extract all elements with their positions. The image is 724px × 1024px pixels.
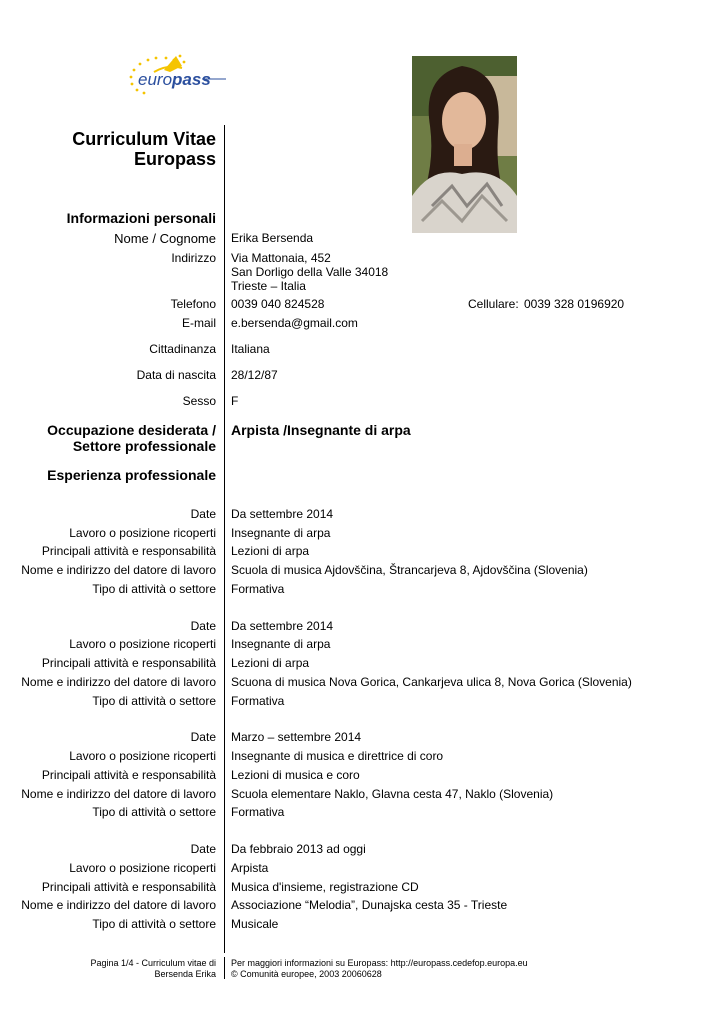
experience-employer-label: Nome e indirizzo del datore di lavoro [21, 787, 216, 801]
experience-activities-label: Principali attività e responsabilità [41, 768, 216, 782]
experience-activities-value: Lezioni di arpa [231, 656, 310, 670]
occupation-label-line1: Occupazione desiderata / [47, 422, 216, 438]
section-heading-experience: Esperienza professionale [47, 467, 216, 483]
experience-employer-label: Nome e indirizzo del datore di lavoro [21, 675, 216, 689]
footer-copyright: © Comunità europee, 2003 20060628 [231, 969, 382, 979]
logo-text-euro: euro [138, 70, 173, 89]
experience-sector-value: Formativa [231, 694, 285, 708]
citizenship-value: Italiana [231, 342, 270, 356]
experience-activities-label: Principali attività e responsabilità [41, 544, 216, 558]
experience-activities-value: Lezioni di musica e coro [231, 768, 360, 782]
experience-position-label: Lavoro o posizione ricoperti [69, 749, 216, 763]
experience-date-value: Marzo – settembre 2014 [231, 730, 362, 744]
profile-photo [412, 56, 517, 233]
mobile-value: 0039 328 0196920 [524, 297, 625, 311]
section-heading-personal: Informazioni personali [66, 210, 216, 226]
experience-activities-label: Principali attività e responsabilità [41, 656, 216, 670]
experience-activities-value: Lezioni di arpa [231, 544, 310, 558]
europass-logo [124, 50, 228, 96]
europass-logo-text [138, 70, 211, 90]
experience-date-label: Date [190, 507, 216, 521]
experience-employer-label: Nome e indirizzo del datore di lavoro [21, 563, 216, 577]
experience-position-value: Insegnante di musica e direttrice di coro [231, 749, 444, 763]
experience-sector-label: Tipo di attività o settore [92, 917, 216, 931]
footer-divider [224, 957, 225, 979]
experience-sector-value: Formativa [231, 805, 285, 819]
experience-position-label: Lavoro o posizione ricoperti [69, 637, 216, 651]
logo-text-pass: pass [172, 70, 211, 89]
experience-date-value: Da settembre 2014 [231, 619, 334, 633]
experience-activities-value: Musica d'insieme, registrazione CD [231, 880, 419, 894]
name-label: Nome / Cognome [114, 231, 216, 246]
experience-date-value: Da febbraio 2013 ad oggi [231, 842, 366, 856]
email-label: E-mail [181, 316, 216, 330]
cv-title-line2: Europass [133, 149, 216, 169]
phone-value: 0039 040 824528 [231, 297, 325, 311]
experience-sector-value: Musicale [231, 917, 279, 931]
footer-page-info-line2: Bersenda Erika [154, 969, 216, 979]
phone-label: Telefono [170, 297, 216, 311]
sex-label: Sesso [182, 394, 216, 408]
birthdate-label: Data di nascita [136, 368, 216, 382]
footer-info-link[interactable]: Per maggiori informazioni su Europass: http://europass.cedefop.europa.eu [231, 958, 528, 968]
citizenship-label: Cittadinanza [149, 342, 216, 356]
cv-title-line1: Curriculum Vitae [72, 129, 216, 149]
sex-value: F [231, 394, 239, 408]
birthdate-value: 28/12/87 [231, 368, 278, 382]
name-value: Erika Bersenda [231, 231, 314, 245]
experience-activities-label: Principali attività e responsabilità [41, 880, 216, 894]
experience-position-value: Insegnante di arpa [231, 637, 331, 651]
address-label: Indirizzo [171, 251, 216, 265]
occupation-value: Arpista /Insegnante di arpa [231, 422, 411, 438]
experience-position-label: Lavoro o posizione ricoperti [69, 861, 216, 875]
experience-employer-value: Scuola elementare Naklo, Glavna cesta 47, Naklo (Slovenia) [231, 787, 554, 801]
experience-date-label: Date [190, 842, 216, 856]
experience-sector-value: Formativa [231, 582, 285, 596]
experience-position-label: Lavoro o posizione ricoperti [69, 526, 216, 540]
experience-sector-label: Tipo di attività o settore [92, 582, 216, 596]
experience-date-value: Da settembre 2014 [231, 507, 334, 521]
mobile-label: Cellulare: [468, 297, 519, 311]
experience-date-label: Date [190, 730, 216, 744]
email-value[interactable]: e.bersenda@gmail.com [231, 316, 358, 330]
experience-employer-label: Nome e indirizzo del datore di lavoro [21, 898, 216, 912]
address-line2: San Dorligo della Valle 34018 [231, 265, 389, 279]
address-line3: Trieste – Italia [231, 279, 306, 293]
footer-page-info-line1: Pagina 1/4 - Curriculum vitae di [90, 958, 216, 968]
experience-employer-value: Scuona di musica Nova Gorica, Cankarjeva ulica 8, Nova Gorica (Slovenia) [231, 675, 632, 689]
experience-employer-value: Associazione “Melodia”, Dunajska cesta 35 - Trieste [231, 898, 508, 912]
address-line1: Via Mattonaia, 452 [231, 251, 331, 265]
experience-position-value: Insegnante di arpa [231, 526, 331, 540]
experience-sector-label: Tipo di attività o settore [92, 694, 216, 708]
vertical-divider [224, 125, 225, 953]
experience-date-label: Date [190, 619, 216, 633]
experience-position-value: Arpista [231, 861, 269, 875]
experience-employer-value: Scuola di musica Ajdovščina, Štrancarjeva 8, Ajdovščina (Slovenia) [231, 563, 588, 577]
occupation-label-line2: Settore professionale [72, 438, 216, 454]
experience-sector-label: Tipo di attività o settore [92, 805, 216, 819]
